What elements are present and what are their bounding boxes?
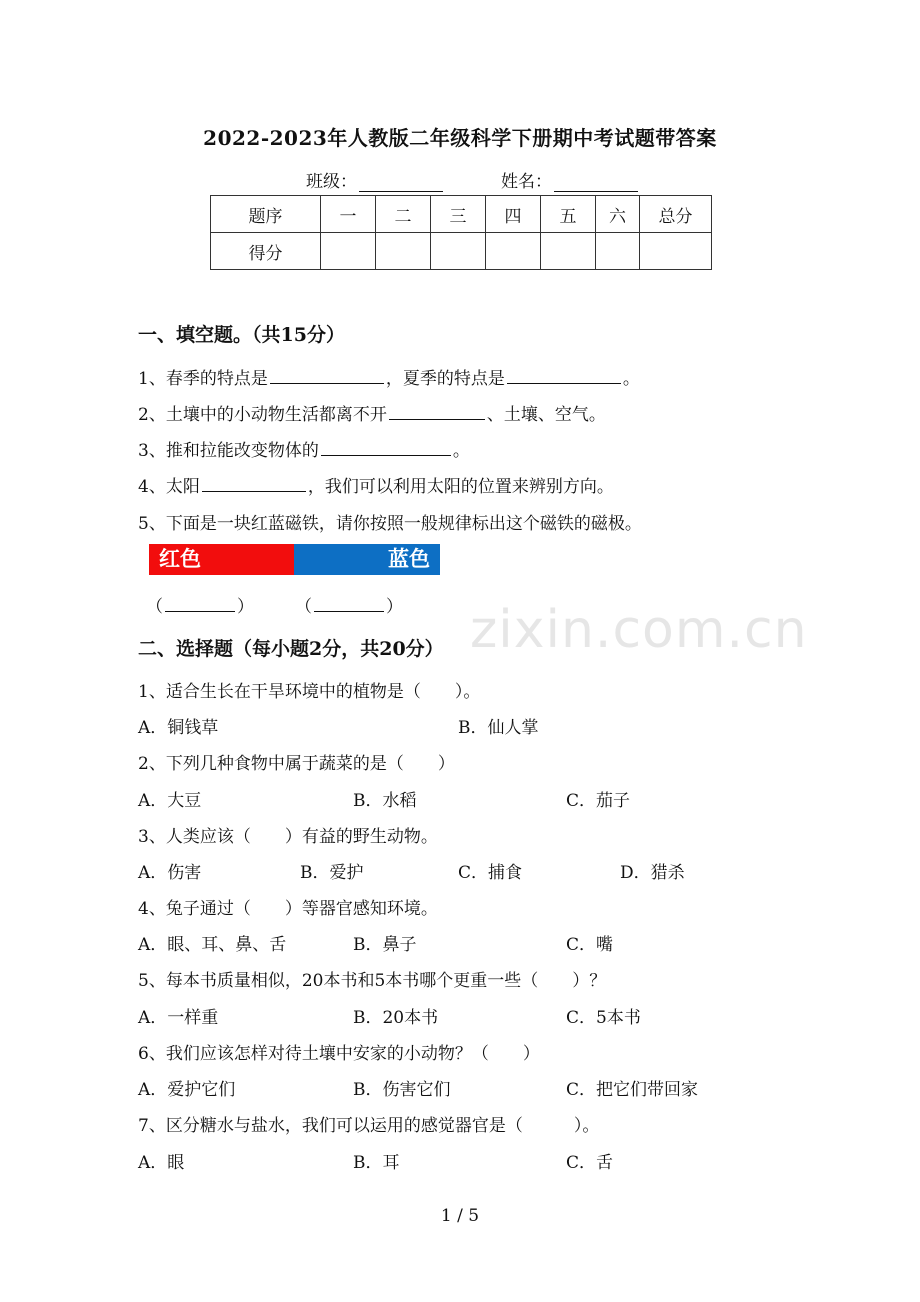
option-b[interactable]: B．鼻子	[353, 935, 417, 955]
option-c[interactable]: C．茄子	[566, 791, 631, 811]
question-text: 4、太阳	[138, 477, 200, 497]
score-header-cell: 一	[321, 196, 376, 233]
answer-blank[interactable]	[321, 438, 451, 456]
answer-blank[interactable]	[507, 366, 621, 384]
option-c[interactable]: C．嘴	[566, 935, 614, 955]
watermark: zixin.com.cn	[470, 600, 808, 660]
option-b[interactable]: B．耳	[353, 1153, 400, 1173]
option-a[interactable]: A．铜钱草	[138, 718, 219, 738]
question-1-1	[138, 364, 640, 389]
score-row-label: 得分	[211, 233, 321, 270]
question-text: 。	[622, 369, 640, 389]
score-cell[interactable]	[321, 233, 376, 270]
answer-blank[interactable]	[202, 474, 306, 492]
page-title: 2022-2023年人教版二年级科学下册期中考试题带答案	[203, 126, 717, 150]
score-table	[210, 195, 712, 270]
red-blue-magnet	[149, 544, 440, 575]
paren-open: （	[146, 597, 163, 617]
score-table-score-row	[211, 233, 712, 270]
score-cell[interactable]	[376, 233, 431, 270]
magnet-blue-half: 蓝色	[294, 544, 440, 575]
answer-blank[interactable]	[389, 402, 485, 420]
score-cell[interactable]	[541, 233, 596, 270]
answer-blank[interactable]	[314, 594, 384, 612]
class-label: 班级：	[306, 172, 357, 192]
page-number: 1 / 5	[440, 1206, 480, 1226]
question-text: 1、春季的特点是	[138, 369, 268, 389]
score-header-cell: 三	[431, 196, 486, 233]
score-header-cell: 四	[486, 196, 541, 233]
section-heading-fill-blank: 一、填空题。（共15分）	[138, 324, 345, 346]
question-text: ，我们可以利用太阳的位置来辨别方向。	[307, 477, 614, 497]
score-header-cell: 总分	[640, 196, 712, 233]
student-info-row	[0, 167, 920, 191]
score-header-cell: 二	[376, 196, 431, 233]
option-b[interactable]: B．仙人掌	[458, 718, 539, 738]
option-b[interactable]: B．爱护	[300, 863, 364, 883]
score-cell[interactable]	[596, 233, 640, 270]
question-1-5: 5、下面是一块红蓝磁铁，请你按照一般规律标出这个磁铁的磁极。	[138, 514, 642, 534]
question-text: 。	[452, 441, 470, 461]
question-2-4: 4、兔子通过（ ）等器官感知环境。	[138, 899, 438, 919]
question-1-3	[138, 436, 470, 461]
option-b[interactable]: B．水稻	[353, 791, 417, 811]
question-text: ，夏季的特点是	[385, 369, 505, 389]
option-d[interactable]: D．猎杀	[620, 863, 685, 883]
option-a[interactable]: A．大豆	[138, 791, 202, 811]
option-b[interactable]: B．20本书	[353, 1008, 439, 1028]
question-2-6: 6、我们应该怎样对待土壤中安家的小动物？（ ）	[138, 1044, 540, 1064]
option-a[interactable]: A．眼、耳、鼻、舌	[138, 935, 287, 955]
answer-blank[interactable]	[165, 594, 235, 612]
option-a[interactable]: A．眼	[138, 1153, 185, 1173]
question-2-1: 1、适合生长在干旱环境中的植物是（ ）。	[138, 682, 481, 702]
question-2-7: 7、区分糖水与盐水，我们可以运用的感觉器官是（ ）。	[138, 1116, 600, 1136]
name-blank[interactable]	[554, 173, 638, 192]
score-cell[interactable]	[431, 233, 486, 270]
paren-close: ）	[386, 597, 403, 617]
option-c[interactable]: C．舌	[566, 1153, 614, 1173]
paren-open: （	[295, 597, 312, 617]
score-header-cell: 六	[596, 196, 640, 233]
class-field	[306, 167, 443, 192]
score-header-cell: 题序	[211, 196, 321, 233]
paren-close: ）	[237, 597, 254, 617]
score-cell[interactable]	[486, 233, 541, 270]
question-text: 2、土壤中的小动物生活都离不开	[138, 405, 387, 425]
name-field	[501, 167, 638, 192]
option-c[interactable]: C．5本书	[566, 1008, 641, 1028]
option-a[interactable]: A．一样重	[138, 1008, 219, 1028]
question-text: 、土壤、空气。	[486, 405, 606, 425]
section-heading-multiple-choice: 二、选择题（每小题2分，共20分）	[138, 638, 444, 660]
question-2-3: 3、人类应该（ ）有益的野生动物。	[138, 827, 438, 847]
option-c[interactable]: C．把它们带回家	[566, 1080, 699, 1100]
option-c[interactable]: C．捕食	[458, 863, 523, 883]
question-2-2: 2、下列几种食物中属于蔬菜的是（ ）	[138, 754, 455, 774]
magnet-red-half: 红色	[149, 544, 294, 575]
question-2-5: 5、每本书质量相似，20本书和5本书哪个更重一些（ ）？	[138, 971, 607, 991]
option-a[interactable]: A．伤害	[138, 863, 202, 883]
blue-pole-answer	[295, 592, 403, 617]
class-blank[interactable]	[359, 173, 443, 192]
option-b[interactable]: B．伤害它们	[353, 1080, 451, 1100]
score-header-cell: 五	[541, 196, 596, 233]
score-table-header-row	[211, 196, 712, 233]
answer-blank[interactable]	[270, 366, 384, 384]
option-a[interactable]: A．爱护它们	[138, 1080, 236, 1100]
red-pole-answer	[146, 592, 254, 617]
score-cell[interactable]	[640, 233, 712, 270]
question-text: 3、推和拉能改变物体的	[138, 441, 319, 461]
question-1-4	[138, 472, 614, 497]
question-1-2	[138, 400, 606, 425]
name-label: 姓名：	[501, 172, 552, 192]
